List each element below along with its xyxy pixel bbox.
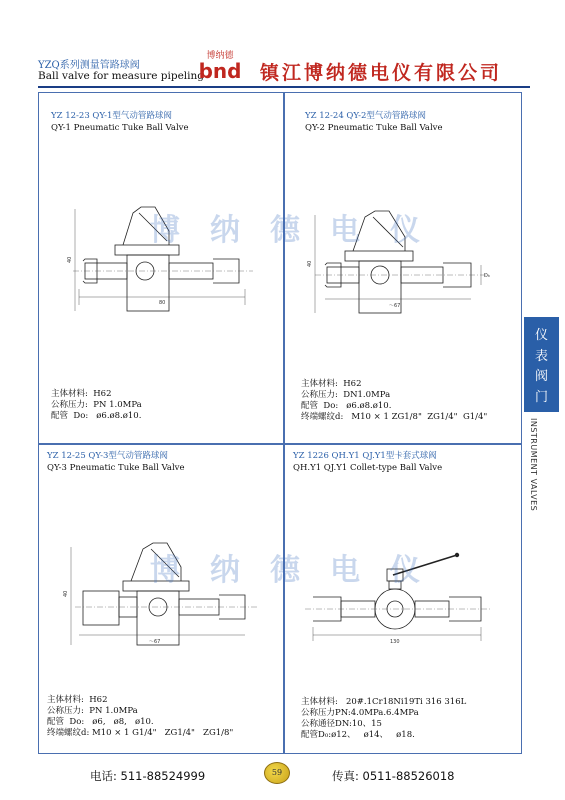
logo-chars: 博纳德 <box>206 51 234 61</box>
watermark-top: 博纳德电仪 <box>150 213 450 248</box>
side-tab-char: 表 <box>534 348 548 364</box>
spec-pipe: 配管D₀:ø12、 ø14、 ø18. <box>301 730 415 740</box>
side-tab-char: 门 <box>534 390 548 406</box>
panel-qy1 <box>38 92 284 444</box>
spec-diameter: 公称通径DN:10、15 <box>301 719 382 729</box>
header-rule <box>38 86 530 88</box>
spec-pressure: 公称压力: DN1.0MPa <box>301 390 391 400</box>
spec-thread: 终端螺纹d: M10 × 1 G1/4" ZG1/4" ZG1/8" <box>47 728 234 738</box>
series-title-en: Ball valve for measure pipeling <box>38 70 204 82</box>
dim-height: 40 <box>67 256 73 263</box>
company-logo <box>196 46 244 82</box>
dim-length: 80 <box>159 300 166 306</box>
spec-material: 主体材料: H62 <box>51 389 112 399</box>
spec-pipe: 配管 Do: ø6.ø8.ø10. <box>51 411 142 421</box>
panel-code: YZ 12-23 QY-1型气动管路球阀 <box>51 111 172 121</box>
spec-pressure: 公称压力PN:4.0MPa.6.4MPa <box>301 708 419 718</box>
dim-length: ～67 <box>149 639 161 645</box>
spec-pressure: 公称压力: PN 1.0MPa <box>47 706 138 716</box>
panel-name-en: QY-1 Pneumatic Tuke Ball Valve <box>51 123 189 133</box>
logo-latin: bnd <box>198 59 242 82</box>
spec-pipe: 配管 Do: ø6.ø8.ø10. <box>301 401 392 411</box>
spec-material: 主体材料: H62 <box>301 379 362 389</box>
dim-height: 40 <box>307 260 313 267</box>
panel-name-en: QY-2 Pneumatic Tuke Ball Valve <box>305 123 443 133</box>
spec-material: 主体材料: 20#.1Cr18Ni19Ti 316 316L <box>301 697 467 707</box>
company-name: 镇江博纳德电仪有限公司 <box>260 62 503 84</box>
panel-qy2 <box>284 92 522 444</box>
panel-code: YZ 12-25 QY-3型气动管路球阀 <box>47 451 168 461</box>
spec-pipe: 配管 Do: ø6, ø8, ø10. <box>47 717 154 727</box>
footer-phone: 电话: 511-88524999 <box>90 769 206 783</box>
side-tab-instrument-valves <box>524 317 559 412</box>
side-label-english: INSTRUMENT VALVES <box>529 418 538 512</box>
spec-thread: 终端螺纹d: M10 × 1 ZG1/8" ZG1/4" G1/4" <box>301 412 488 422</box>
side-tab-char: 阀 <box>534 369 548 385</box>
panel-name-en: QY-3 Pneumatic Tuke Ball Valve <box>47 463 185 473</box>
dim-length: ～67 <box>389 303 401 309</box>
page-number: 59 <box>264 762 290 784</box>
panel-code: YZ 1226 QH.Y1 QJ.Y1型卡套式球阀 <box>293 451 437 461</box>
dim-height: 40 <box>63 590 69 597</box>
series-title-cn: YZQ系列测量管路球阀 <box>38 60 140 71</box>
dim-length: 130 <box>390 639 400 645</box>
panel-name-en: QH.Y1 QJ.Y1 Collet-type Ball Valve <box>293 463 443 473</box>
side-tab-char: 仪 <box>534 327 548 343</box>
spec-pressure: 公称压力: PN 1.0MPa <box>51 400 142 410</box>
panel-qy3 <box>38 444 284 754</box>
spec-material: 主体材料: H62 <box>47 695 108 705</box>
panel-code: YZ 12-24 QY-2型气动管路球阀 <box>305 111 426 121</box>
footer-fax: 传真: 0511-88526018 <box>332 769 455 783</box>
watermark-bottom: 博纳德电仪 <box>150 553 450 588</box>
panel-qh-y1 <box>284 444 522 754</box>
dim-bore: D₀ <box>484 273 490 279</box>
